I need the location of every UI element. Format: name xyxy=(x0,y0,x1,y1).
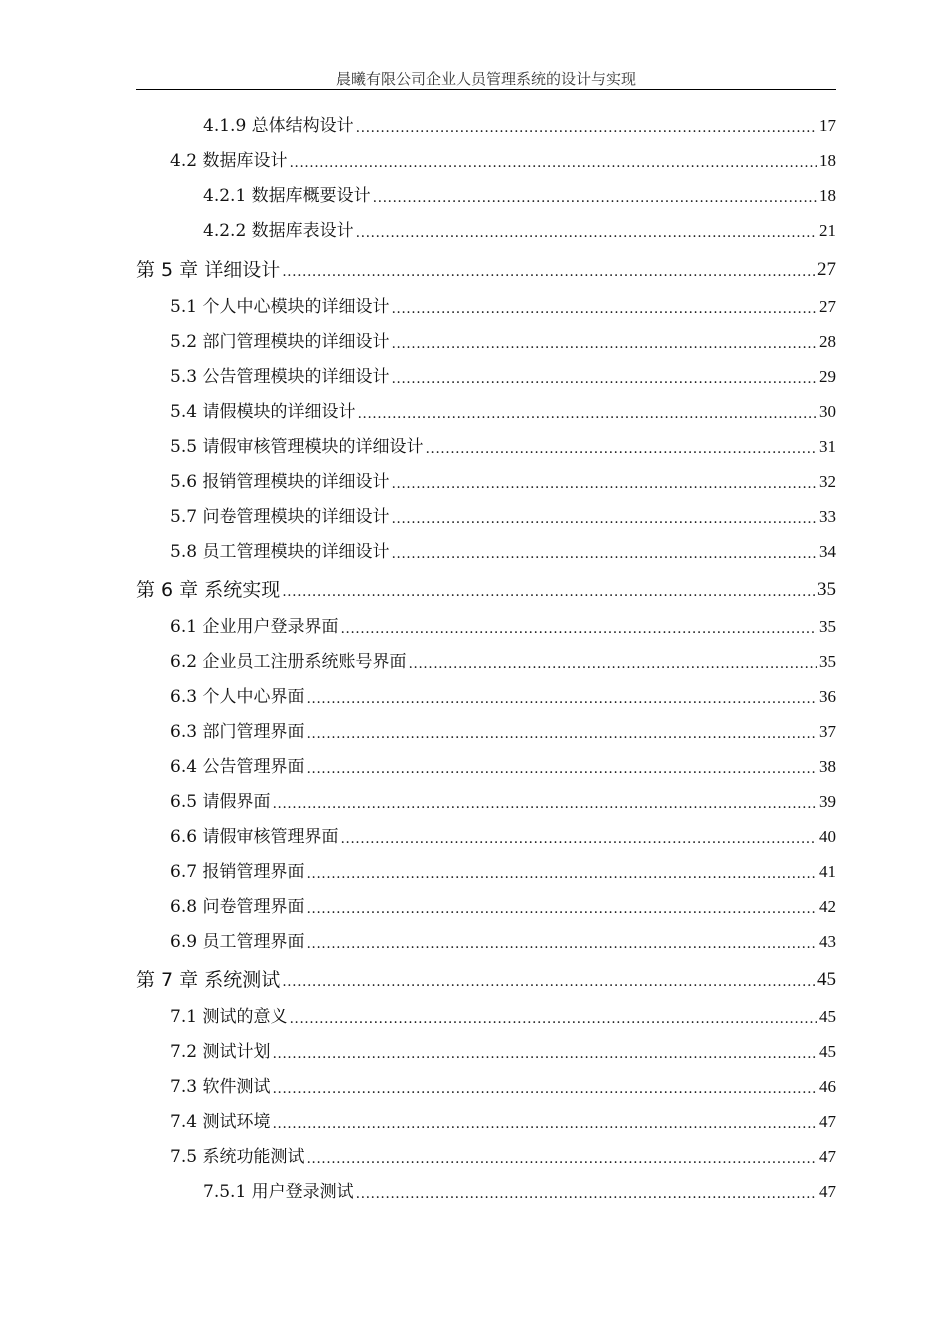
toc-entry[interactable] xyxy=(170,1133,836,1168)
toc-leader-dots xyxy=(391,335,817,353)
toc-entry[interactable] xyxy=(203,172,836,207)
toc-entry-page: 36 xyxy=(819,687,836,706)
toc-entry-page: 18 xyxy=(819,151,836,170)
toc-leader-dots xyxy=(391,475,817,493)
toc-entry[interactable] xyxy=(136,246,836,281)
toc-entry-label: 4.2 数据库设计 xyxy=(170,151,288,171)
running-header: 晨曦有限公司企业人员管理系统的设计与实现 xyxy=(335,70,636,88)
toc-entry-page: 27 xyxy=(817,259,836,280)
toc-entry-label: 5.1 个人中心模块的详细设计 xyxy=(170,297,390,317)
toc-leader-dots xyxy=(340,830,817,848)
toc-entry-page: 31 xyxy=(819,437,836,456)
toc-entry-label: 7.5.1 用户登录测试 xyxy=(203,1182,354,1202)
toc-entry-page: 47 xyxy=(819,1147,836,1166)
toc-entry-label: 6.3 部门管理界面 xyxy=(170,722,305,742)
toc-entry-label: 5.6 报销管理模块的详细设计 xyxy=(170,472,390,492)
toc-entry-page: 45 xyxy=(819,1007,836,1026)
toc-entry-label: 7.2 测试计划 xyxy=(170,1042,271,1062)
toc-entry[interactable] xyxy=(170,743,836,778)
toc-entry[interactable] xyxy=(170,1028,836,1063)
toc-entry[interactable] xyxy=(170,388,836,423)
toc-leader-dots xyxy=(340,620,817,638)
toc-entry-label: 6.7 报销管理界面 xyxy=(170,862,305,882)
toc-entry[interactable] xyxy=(136,956,836,991)
toc-entry-page: 35 xyxy=(819,617,836,636)
toc-entry-label: 6.6 请假审核管理界面 xyxy=(170,827,339,847)
toc-leader-dots xyxy=(282,973,815,991)
toc-entry-label: 6.8 问卷管理界面 xyxy=(170,897,305,917)
toc-entry[interactable] xyxy=(170,708,836,743)
toc-leader-dots xyxy=(272,1115,817,1133)
toc-entry-page: 35 xyxy=(817,579,836,600)
toc-leader-dots xyxy=(282,583,815,601)
toc-entry-page: 47 xyxy=(819,1182,836,1201)
toc-entry-label: 6.1 企业用户登录界面 xyxy=(170,617,339,637)
toc-leader-dots xyxy=(306,760,817,778)
toc-entry[interactable] xyxy=(203,102,836,137)
toc-entry-label: 7.4 测试环境 xyxy=(170,1112,271,1132)
toc-entry-page: 21 xyxy=(819,221,836,240)
toc-leader-dots xyxy=(289,154,817,172)
toc-leader-dots xyxy=(425,440,817,458)
toc-entry-label: 第 5 章 详细设计 xyxy=(136,259,281,281)
toc-entry-page: 46 xyxy=(819,1077,836,1096)
toc-entry-page: 33 xyxy=(819,507,836,526)
toc-entry-label: 6.3 个人中心界面 xyxy=(170,687,305,707)
toc-entry[interactable] xyxy=(170,283,836,318)
toc-entry-label: 5.7 问卷管理模块的详细设计 xyxy=(170,507,390,527)
header-divider xyxy=(136,89,836,90)
toc-entry[interactable] xyxy=(170,673,836,708)
toc-entry-page: 17 xyxy=(819,116,836,135)
toc-entry[interactable] xyxy=(170,778,836,813)
toc-entry-page: 39 xyxy=(819,792,836,811)
toc-leader-dots xyxy=(391,370,817,388)
toc-entry-page: 35 xyxy=(819,652,836,671)
toc-entry-page: 40 xyxy=(819,827,836,846)
toc-leader-dots xyxy=(391,300,817,318)
toc-entry-page: 32 xyxy=(819,472,836,491)
toc-entry-page: 30 xyxy=(819,402,836,421)
toc-entry-label: 6.9 员工管理界面 xyxy=(170,932,305,952)
toc-entry[interactable] xyxy=(170,918,836,953)
toc-entry-page: 28 xyxy=(819,332,836,351)
toc-entry[interactable] xyxy=(170,493,836,528)
toc-leader-dots xyxy=(356,119,817,137)
toc-leader-dots xyxy=(282,263,815,281)
toc-leader-dots xyxy=(272,1045,817,1063)
toc-entry[interactable] xyxy=(170,993,836,1028)
toc-leader-dots xyxy=(306,935,817,953)
toc-entry[interactable] xyxy=(170,638,836,673)
toc-entry-page: 18 xyxy=(819,186,836,205)
toc-leader-dots xyxy=(356,224,817,242)
toc-entry[interactable] xyxy=(170,883,836,918)
toc-leader-dots xyxy=(373,189,817,207)
toc-entry-label: 4.2.2 数据库表设计 xyxy=(203,221,354,241)
toc-entry-page: 29 xyxy=(819,367,836,386)
toc-leader-dots xyxy=(306,900,817,918)
toc-entry-label: 7.3 软件测试 xyxy=(170,1077,271,1097)
toc-entry-label: 6.5 请假界面 xyxy=(170,792,271,812)
toc-entry-label: 7.5 系统功能测试 xyxy=(170,1147,305,1167)
toc-leader-dots xyxy=(289,1010,817,1028)
toc-entry-page: 47 xyxy=(819,1112,836,1131)
toc-entry[interactable] xyxy=(170,423,836,458)
toc-entry-label: 5.4 请假模块的详细设计 xyxy=(170,402,356,422)
toc-leader-dots xyxy=(408,655,817,673)
toc-entry-label: 5.5 请假审核管理模块的详细设计 xyxy=(170,437,424,457)
toc-entry[interactable] xyxy=(170,318,836,353)
toc-leader-dots xyxy=(357,405,817,423)
toc-entry-label: 第 7 章 系统测试 xyxy=(136,969,281,991)
toc-entry[interactable] xyxy=(136,566,836,601)
toc-entry-page: 27 xyxy=(819,297,836,316)
toc-leader-dots xyxy=(306,690,817,708)
toc-entry[interactable] xyxy=(170,458,836,493)
toc-entry-label: 4.2.1 数据库概要设计 xyxy=(203,186,371,206)
toc-entry[interactable] xyxy=(170,813,836,848)
toc-entry[interactable] xyxy=(170,353,836,388)
toc-leader-dots xyxy=(391,545,817,563)
toc-entry[interactable] xyxy=(170,1098,836,1133)
toc-entry-label: 5.8 员工管理模块的详细设计 xyxy=(170,542,390,562)
toc-entry[interactable] xyxy=(170,848,836,883)
toc-entry-page: 45 xyxy=(817,969,836,990)
toc-entry-page: 41 xyxy=(819,862,836,881)
toc-entry-label: 6.4 公告管理界面 xyxy=(170,757,305,777)
toc-entry-label: 第 6 章 系统实现 xyxy=(136,579,281,601)
toc-leader-dots xyxy=(306,1150,817,1168)
toc-leader-dots xyxy=(356,1185,817,1203)
toc-leader-dots xyxy=(306,865,817,883)
toc-entry-label: 4.1.9 总体结构设计 xyxy=(203,116,354,136)
toc-entry-label: 6.2 企业员工注册系统账号界面 xyxy=(170,652,407,672)
toc-entry[interactable] xyxy=(170,1063,836,1098)
toc-entry-page: 34 xyxy=(819,542,836,561)
toc-entry-label: 5.2 部门管理模块的详细设计 xyxy=(170,332,390,352)
toc-entry-page: 38 xyxy=(819,757,836,776)
toc-entry-page: 37 xyxy=(819,722,836,741)
toc-leader-dots xyxy=(391,510,817,528)
toc-entry-label: 7.1 测试的意义 xyxy=(170,1007,288,1027)
toc-entry[interactable] xyxy=(170,137,836,172)
toc-leader-dots xyxy=(272,795,817,813)
toc-entry-page: 45 xyxy=(819,1042,836,1061)
toc-entry[interactable] xyxy=(170,603,836,638)
toc-leader-dots xyxy=(306,725,817,743)
toc-entry[interactable] xyxy=(203,207,836,242)
toc-entry[interactable] xyxy=(203,1168,836,1203)
toc-entry-page: 42 xyxy=(819,897,836,916)
toc-entry-page: 43 xyxy=(819,932,836,951)
toc-leader-dots xyxy=(272,1080,817,1098)
toc-entry[interactable] xyxy=(170,528,836,563)
toc-entry-label: 5.3 公告管理模块的详细设计 xyxy=(170,367,390,387)
